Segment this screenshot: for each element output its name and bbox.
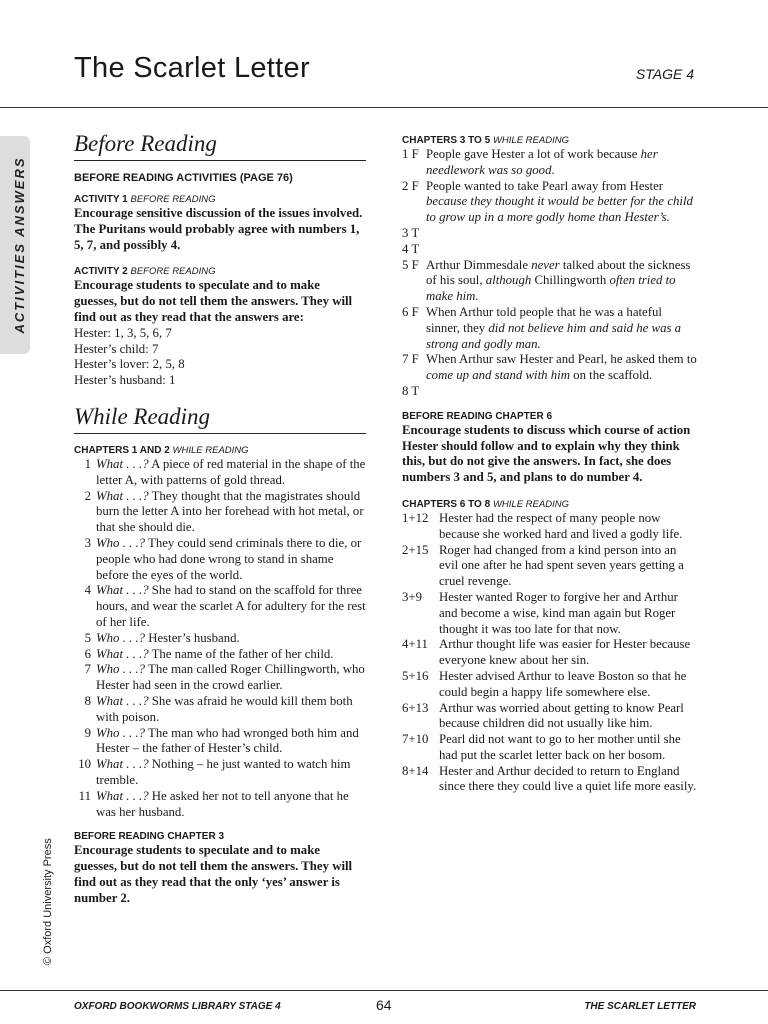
answer-text: She was afraid he would kill them both with poison. [96, 693, 353, 724]
item-text: Pearl did not want to go to her mother until she had put the scarlet letter back on her bosom. [439, 732, 681, 762]
answer-text: . [551, 162, 555, 177]
question-word: What . . .? [96, 646, 149, 661]
item-text [426, 384, 698, 400]
list-item [402, 701, 698, 733]
item-text [96, 662, 366, 694]
item-text [96, 536, 366, 583]
item-text: Hester advised Arthur to leave Boston so that he could begin a happy life somewhere else. [439, 668, 687, 699]
answer-text: They thought that the magistrates should burn the letter A into her forehead with hot metal, or that she should die. [96, 488, 364, 535]
before-reading-heading: Before Reading [74, 130, 366, 161]
answer-text: People wanted to take Pearl away from Hester [426, 178, 664, 193]
answer-text: The man who had wronged both him and Hester – the father of Hester’s child. [96, 725, 359, 756]
item-number: 9 [84, 725, 91, 740]
question-word: Who . . .? [96, 662, 146, 677]
before-reading-subheading: BEFORE READING ACTIVITIES (PAGE 76) [74, 172, 293, 184]
header-divider [0, 107, 768, 108]
footer-series: OXFORD BOOKWORMS LIBRARY STAGE 4 [74, 1001, 281, 1012]
list-item [402, 384, 698, 400]
item-text [426, 242, 698, 258]
item-number: 5+16 [402, 668, 429, 683]
side-tab-label: ACTIVITIES ANSWERS [11, 156, 27, 334]
item-text [96, 694, 366, 726]
item-number: 8+14 [402, 763, 429, 778]
answer-text: He asked her not to tell anyone that he was her husband. [96, 788, 349, 819]
chapters-3-5-label: CHAPTERS 3 TO 5 WHILE READING [402, 135, 569, 146]
item-text [426, 226, 698, 242]
item-number: 7 F [402, 352, 419, 367]
activity2-answer: Hester: 1, 3, 5, 6, 7 [74, 325, 172, 340]
list-item [402, 242, 698, 258]
item-number: 5 [84, 630, 91, 645]
answer-text: When Arthur saw Hester and Pearl, he asked them to [426, 352, 697, 367]
list-item [402, 147, 698, 179]
list-item [402, 543, 698, 590]
page-number: 64 [376, 997, 392, 1013]
list-item [402, 511, 698, 543]
emphasis-text: often tried to make him. [426, 273, 676, 304]
before-reading-ch6-label: BEFORE READING CHAPTER 6 [402, 410, 553, 422]
item-number: 1 [84, 456, 91, 471]
item-number: 7+10 [402, 732, 429, 747]
item-number: 1+12 [402, 510, 429, 525]
emphasis-text: never [531, 257, 560, 272]
list-item [402, 305, 698, 352]
activity1-text: Encourage sensitive discussion of the issues involved. The Puritans would probably agree with numbers 1, 5, 7, and possibly 4. [74, 206, 363, 252]
item-text: Arthur thought life was easier for Hester because everyone knew about her sin. [439, 637, 691, 668]
emphasis-text: did not believe him and said he was a strong and godly man. [426, 320, 682, 351]
before-reading-ch6-text: Encourage students to discuss which course of action Hester should follow and to explain why they think this, but do not give the answers. In fact, she does [402, 422, 691, 469]
list-item [402, 258, 698, 305]
item-number: 8 [84, 693, 91, 708]
item-number: 4+11 [402, 637, 428, 652]
before-reading-ch6-text-2: numbers 3 and 5, and plans to do number 4. [402, 470, 643, 485]
item-number: 2 [84, 488, 91, 503]
item-number: 2 F [402, 178, 419, 193]
stage-label: STAGE 4 [635, 66, 694, 82]
before-reading-ch3-text: Encourage students to speculate and to make guesses, but do not tell them the answers. They will find out as they read that the only ‘yes’ answer is number 2. [74, 843, 353, 905]
side-tab [0, 136, 30, 354]
item-number: 3+9 [402, 589, 423, 604]
item-number: 6 [84, 646, 91, 661]
answer-text: Arthur Dimmesdale [426, 257, 532, 272]
answer-text: Chillingworth [531, 273, 610, 288]
item-text [426, 179, 698, 226]
item-text [96, 631, 366, 647]
answer-text: Nothing – he just wanted to watch him tremble. [96, 757, 351, 787]
page-title: The Scarlet Letter [74, 52, 310, 84]
chapters-6-8-answers [402, 511, 698, 795]
footer-divider [0, 990, 768, 991]
item-number: 4 T [402, 241, 420, 256]
item-text: Hester and Arthur decided to return to England since there they could live a quiet life more easily. [439, 763, 697, 794]
activity2-answer: Hester’s lover: 2, 5, 8 [74, 357, 185, 372]
activity2-answer: Hester’s husband: 1 [74, 373, 176, 388]
item-number: 3 T [402, 225, 420, 240]
activity1-label: ACTIVITY 1 BEFORE READING [74, 194, 216, 205]
item-text [426, 352, 698, 384]
while-reading-heading: While Reading [74, 403, 366, 434]
list-item [402, 352, 698, 384]
activity2-answer: Hester’s child: 7 [74, 341, 159, 356]
item-text [96, 457, 366, 489]
question-word: What . . .? [96, 488, 149, 503]
chapters-1-2-label: CHAPTERS 1 AND 2 WHILE READING [74, 444, 249, 456]
chapters-3-5-answers [402, 147, 698, 400]
list-item [402, 179, 698, 226]
item-text [96, 647, 366, 663]
item-text: Arthur was worried about getting to know Pearl because children did not usually like him. [439, 700, 684, 731]
list-item [74, 789, 366, 821]
item-text: Hester had the respect of many people now because she worked hard and lived a godly life. [439, 510, 683, 541]
chapters-6-8-label: CHAPTERS 6 TO 8 WHILE READING [402, 498, 569, 510]
emphasis-text: because they thought it would be better for the child to grow up in a more godly home than Hester’s. [426, 194, 693, 225]
item-number: 6 F [402, 304, 419, 319]
activity2-text: Encourage students to speculate and to make guesses, but do not tell them the answers. They will find out as they read that the answers are: [74, 278, 353, 324]
question-word: What . . .? [96, 693, 149, 708]
list-item [74, 694, 366, 726]
item-text [96, 726, 366, 758]
list-item [74, 536, 366, 583]
item-number: 6+13 [402, 700, 429, 715]
list-item [74, 757, 366, 789]
answer-text: She had to stand on the scaffold for three hours, and wear the scarlet A for adultery for the rest of her life. [96, 583, 366, 629]
item-number: 11 [78, 788, 91, 803]
list-item [402, 669, 698, 701]
item-text [96, 757, 366, 789]
answer-text: People gave Hester a lot of work because [426, 147, 641, 161]
left-column [74, 130, 366, 906]
list-item [402, 764, 698, 796]
item-text [426, 258, 698, 305]
question-word: What . . .? [96, 757, 149, 772]
question-word: What . . .? [96, 456, 149, 471]
item-number: 5 F [402, 257, 419, 272]
chapters-1-2-answers [74, 457, 366, 820]
before-reading-ch3-label: BEFORE READING CHAPTER 3 [74, 831, 225, 843]
list-item [74, 489, 366, 536]
question-word: What . . .? [96, 788, 149, 803]
item-text [426, 147, 698, 179]
answer-text: Hester’s husband. [145, 630, 240, 645]
copyright-notice: © Oxford University Press [42, 838, 54, 965]
item-number: 8 T [402, 383, 420, 398]
question-word: Who . . .? [96, 535, 146, 550]
item-text [96, 489, 366, 536]
list-item [74, 583, 366, 630]
list-item [402, 637, 698, 669]
item-number: 4 [84, 583, 91, 598]
right-column [402, 134, 698, 795]
answer-text: The name of the father of her child. [148, 646, 334, 661]
answer-text: A piece of red material in the shape of the letter A, with patterns of gold thread. [96, 456, 366, 487]
list-item [74, 631, 366, 647]
answer-text: on the scaffold. [569, 368, 653, 383]
list-item [74, 647, 366, 663]
list-item [402, 732, 698, 764]
item-number: 7 [84, 662, 91, 677]
item-number: 2+15 [402, 542, 429, 557]
item-text: Hester wanted Roger to forgive her and Arthur and become a wise, kind man again but Roger thought it was too late for that now. [439, 589, 678, 636]
list-item [402, 226, 698, 242]
list-item [74, 662, 366, 694]
item-text [426, 305, 698, 352]
question-word: Who . . .? [96, 630, 146, 645]
list-item [74, 726, 366, 758]
item-number: 3 [84, 535, 91, 550]
answer-text: They could send criminals there to die, or people who had done wrong to stand in shame before the eyes of the world. [96, 535, 362, 582]
question-word: Who . . .? [96, 725, 146, 740]
item-number: 10 [78, 757, 91, 772]
question-word: What . . .? [96, 583, 149, 598]
answer-text: talked about the sickness of his soul, [426, 257, 691, 288]
item-text: Roger had changed from a kind person into an evil one after he had spent seven years getting a cruel revenge. [439, 542, 684, 589]
emphasis-text: her needlework was so good [426, 147, 658, 177]
activity2-label: ACTIVITY 2 BEFORE READING [74, 266, 216, 278]
item-number: 1 F [402, 147, 419, 161]
emphasis-text: although [485, 273, 532, 288]
item-text [96, 583, 366, 630]
footer-book-title: THE SCARLET LETTER [584, 1001, 696, 1012]
answer-text: The man called Roger Chillingworth, who Hester had seen in the crowd earlier. [96, 662, 365, 693]
answer-text: When Arthur told people that he was a hateful sinner, they [426, 304, 662, 335]
item-text [96, 789, 366, 821]
list-item [402, 590, 698, 637]
emphasis-text: come up and stand with him [426, 368, 570, 383]
list-item [74, 457, 366, 489]
